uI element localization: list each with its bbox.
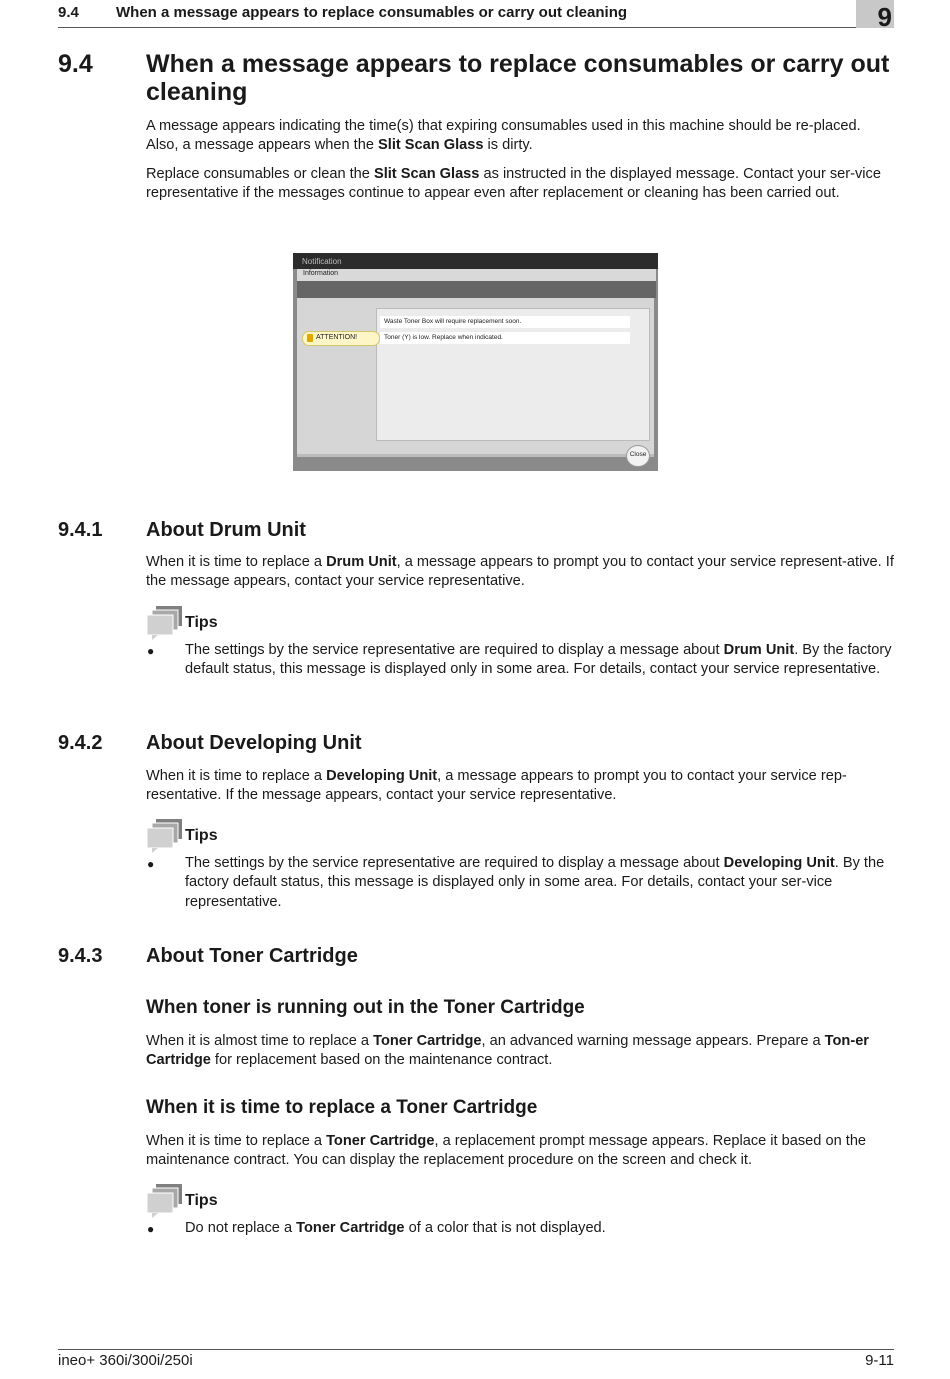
drum-tip-text: The settings by the service representative are required to display a message about Drum Unit. By the factory default status, this message is displayed only in some area. For details, contact your service representative. — [185, 642, 892, 678]
panel-base — [297, 454, 654, 457]
header-section-title: When a message appears to replace consumables or carry out cleaning — [116, 4, 628, 21]
tips-icon — [146, 819, 184, 853]
message-row: Waste Toner Box will require replacement soon. — [380, 316, 630, 328]
intro-paragraph-1: A message appears indicating the time(s) that expiring consumables used in this machine should be re-placed. Also, a message appears when the Slit Scan Glass is dirty. — [146, 118, 861, 154]
section-heading-number: 9.4 — [58, 50, 93, 78]
subsection-number: 9.4.1 — [58, 519, 103, 541]
subsection-title: About Drum Unit — [146, 519, 306, 541]
information-tab[interactable]: Information — [297, 269, 656, 281]
bullet-icon: ● — [147, 857, 155, 871]
notification-title-bar: Notification — [293, 253, 658, 269]
toner-tip-text: Do not replace a Toner Cartridge of a color that is not displayed. — [185, 1220, 606, 1236]
drum-paragraph: When it is time to replace a Drum Unit, a message appears to prompt you to contact your service represent-ative. If the message appears, contact your service representative. — [146, 554, 894, 590]
bullet-icon: ● — [147, 644, 155, 658]
toner-paragraph-1: When it is almost time to replace a Toner Cartridge, an advanced warning message appears. Prepare a Ton-er Cartridge for replacement based on the maintenance contract. — [146, 1033, 869, 1069]
toner-paragraph-2: When it is time to replace a Toner Cartridge, a replacement prompt message appears. Replace it based on the maintenance contract. You can display the replacement procedure on the screen and check it. — [146, 1133, 867, 1169]
tips-label: Tips — [185, 827, 218, 844]
tips-icon — [146, 1184, 184, 1218]
footer-model: ineo+ 360i/300i/250i — [58, 1352, 193, 1369]
header-section-number: 9.4 — [58, 4, 79, 21]
developing-paragraph: When it is time to replace a Developing Unit, a message appears to prompt you to contact your service rep-resentative. If the message appears, contact your service representative. — [146, 768, 847, 804]
footer-page-number: 9-11 — [865, 1352, 894, 1369]
intro-paragraph-2: Replace consumables or clean the Slit Scan Glass as instructed in the displayed message. Contact your ser-vice representative if the messages continue to appear even after replacement or cleaning has been carried out. — [146, 166, 881, 202]
developing-tip-text: The settings by the service representative are required to display a message about Developing Unit. By the factory default status, this message is displayed only in some area. For details, contact your ser-vice representative. — [185, 855, 885, 910]
header-rule — [58, 27, 894, 28]
toolbar-band — [297, 281, 656, 298]
subsection-title: About Developing Unit — [146, 732, 362, 754]
message-row: Toner (Y) is low. Replace when indicated. — [380, 332, 630, 344]
subsection-number: 9.4.2 — [58, 732, 103, 754]
warning-icon — [307, 334, 313, 342]
footer-rule — [58, 1349, 894, 1350]
attention-tab[interactable]: ATTENTION! — [302, 331, 380, 346]
bullet-icon: ● — [147, 1222, 155, 1236]
tips-label: Tips — [185, 614, 218, 631]
section-heading-title: When a message appears to replace consumables or carry out cleaning — [146, 50, 890, 106]
close-button[interactable]: Close — [626, 445, 650, 467]
toner-subheading-2: When it is time to replace a Toner Cartridge — [146, 1097, 538, 1118]
toner-subheading-1: When toner is running out in the Toner Cartridge — [146, 997, 585, 1018]
subsection-title: About Toner Cartridge — [146, 945, 358, 967]
notification-screenshot — [293, 253, 658, 471]
subsection-number: 9.4.3 — [58, 945, 103, 967]
tips-icon — [146, 606, 184, 640]
chapter-tab: 9 — [856, 0, 894, 28]
tips-label: Tips — [185, 1192, 218, 1209]
